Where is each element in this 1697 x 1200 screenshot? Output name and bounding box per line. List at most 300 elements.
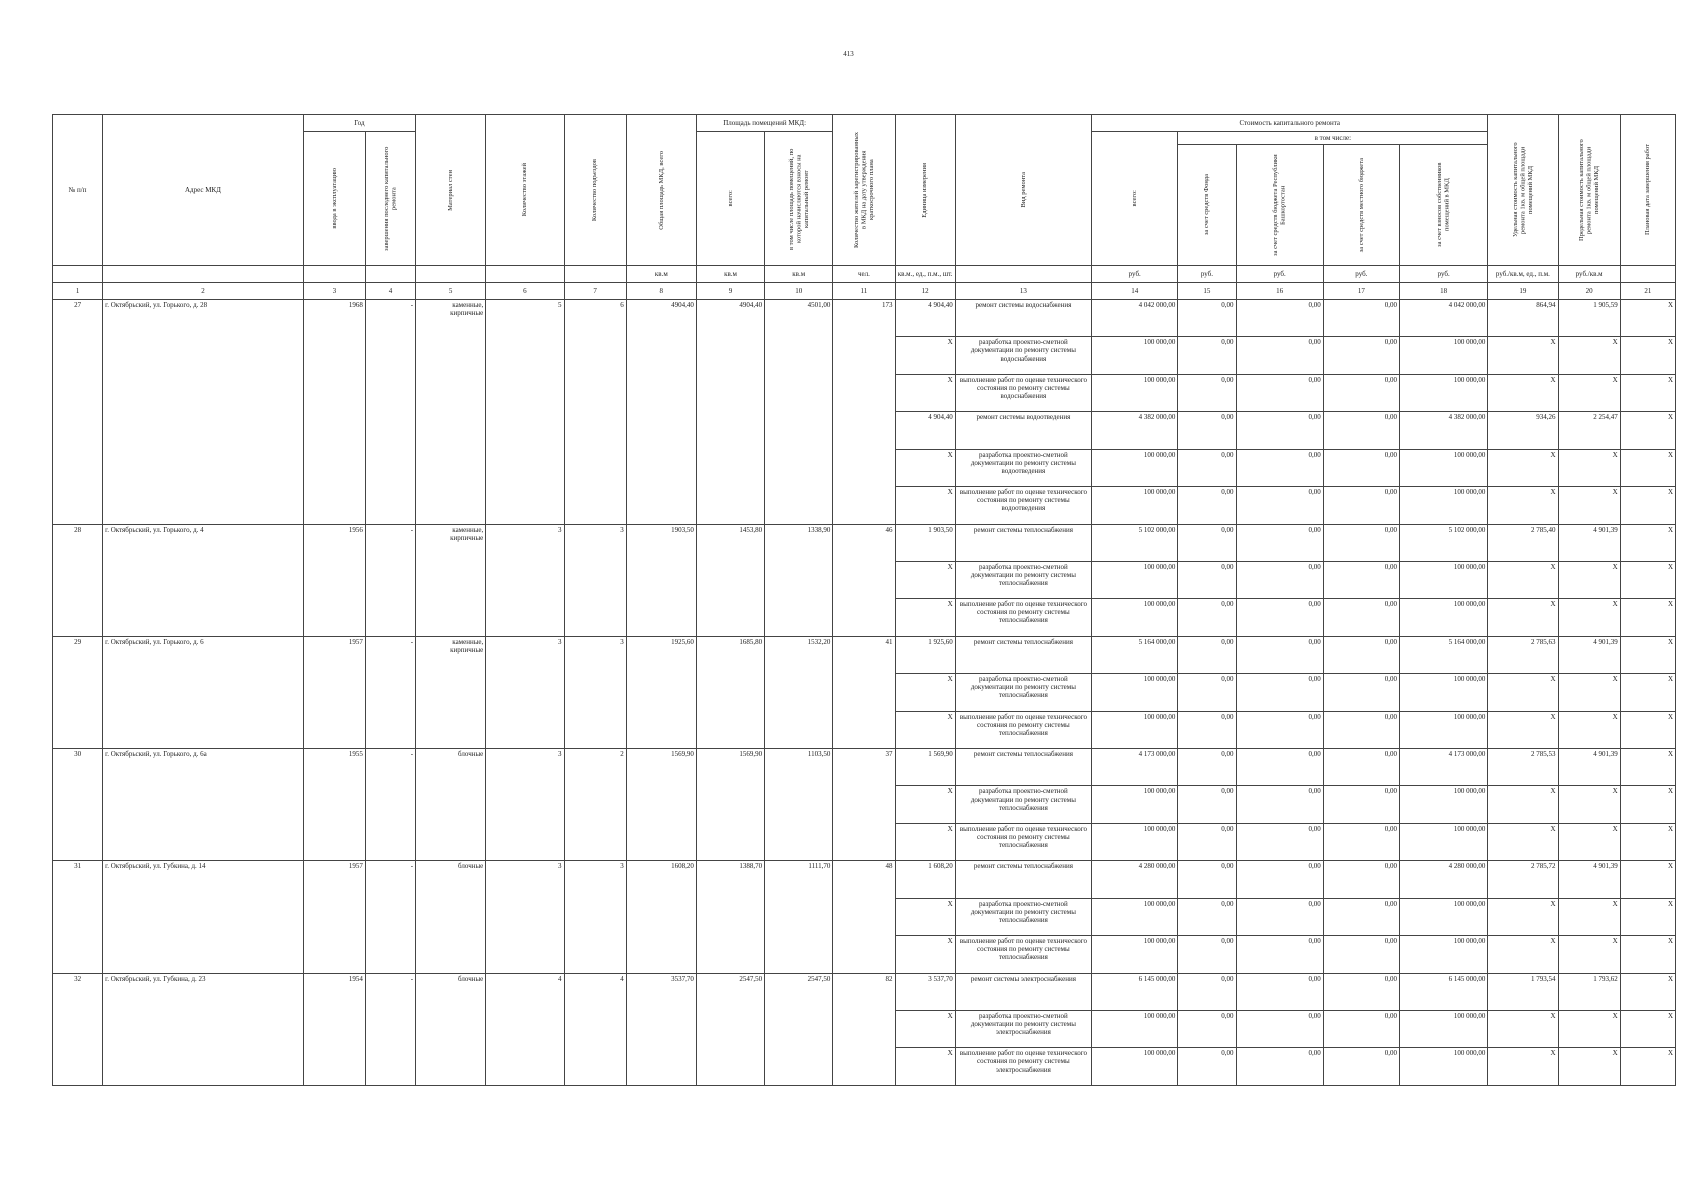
work-type: выполнение работ по оценке технического состояния по ремонту системы электроснабжения — [955, 1048, 1091, 1086]
cost-total: 100 000,00 — [1092, 898, 1178, 935]
floors-count: 5 — [486, 300, 564, 525]
cost-total: 4 280 000,00 — [1092, 861, 1178, 898]
specific-cost: X — [1488, 936, 1558, 973]
column-number: 6 — [486, 283, 564, 300]
deadline: X — [1620, 412, 1675, 449]
total-area: 4904,40 — [626, 300, 696, 525]
specific-cost: X — [1488, 337, 1558, 374]
residents-count: 37 — [833, 749, 895, 861]
cost-republic: 0,00 — [1236, 936, 1323, 973]
year-commissioned: 1957 — [303, 636, 365, 748]
wall-material: каменные, кирпичные — [416, 524, 486, 636]
unit-cell: руб. — [1092, 266, 1178, 283]
table-row — [53, 300, 1676, 337]
work-type: выполнение работ по оценке технического состояния по ремонту системы теплоснабжения — [955, 936, 1091, 973]
deadline: X — [1620, 374, 1675, 411]
cost-republic: 0,00 — [1236, 412, 1323, 449]
table-body — [53, 300, 1676, 1086]
table-row — [53, 524, 1676, 561]
cost-total: 100 000,00 — [1092, 1011, 1178, 1048]
column-number: 5 — [416, 283, 486, 300]
cost-local: 0,00 — [1323, 524, 1399, 561]
header-row-1 — [53, 115, 1676, 132]
building-address: г. Октябрьский, ул. Губкина, д. 14 — [103, 861, 304, 973]
max-cost: X — [1558, 449, 1620, 486]
column-number: 1 — [53, 283, 103, 300]
deadline: X — [1620, 898, 1675, 935]
work-unit: 4 904,40 — [895, 300, 955, 337]
header-incl: в том числе: — [1178, 132, 1488, 145]
work-type: ремонт системы теплоснабжения — [955, 636, 1091, 673]
cost-owners: 100 000,00 — [1399, 374, 1487, 411]
row-number: 29 — [53, 636, 103, 748]
header-specific-cost: Удельная стоимость капитального ремонта 1кв. м общей площади помещений МКД — [1488, 115, 1558, 266]
column-number: 4 — [365, 283, 415, 300]
cost-local: 0,00 — [1323, 936, 1399, 973]
cost-fund: 0,00 — [1178, 487, 1236, 524]
wall-material: блочные — [416, 749, 486, 861]
work-type: выполнение работ по оценке технического состояния по ремонту системы теплоснабжения — [955, 823, 1091, 860]
column-number: 8 — [626, 283, 696, 300]
premises-area: 1685,80 — [696, 636, 764, 748]
cost-owners: 100 000,00 — [1399, 337, 1487, 374]
work-type: ремонт системы водоотведения — [955, 412, 1091, 449]
cost-local: 0,00 — [1323, 674, 1399, 711]
column-number: 10 — [765, 283, 833, 300]
work-unit: X — [895, 337, 955, 374]
specific-cost: X — [1488, 1048, 1558, 1086]
max-cost: 1 905,59 — [1558, 300, 1620, 337]
unit-cell: руб./кв.м, ед., п.м. — [1488, 266, 1558, 283]
cost-republic: 0,00 — [1236, 561, 1323, 598]
cost-owners: 100 000,00 — [1399, 561, 1487, 598]
max-cost: X — [1558, 711, 1620, 748]
cost-fund: 0,00 — [1178, 337, 1236, 374]
work-unit: X — [895, 449, 955, 486]
work-type: ремонт системы теплоснабжения — [955, 861, 1091, 898]
cost-owners: 100 000,00 — [1399, 449, 1487, 486]
max-cost: 4 901,39 — [1558, 749, 1620, 786]
work-unit: 4 904,40 — [895, 412, 955, 449]
cost-total: 100 000,00 — [1092, 823, 1178, 860]
work-unit: X — [895, 711, 955, 748]
cost-fund: 0,00 — [1178, 300, 1236, 337]
column-number: 21 — [1620, 283, 1675, 300]
max-cost: X — [1558, 786, 1620, 823]
cost-owners: 4 280 000,00 — [1399, 861, 1487, 898]
cost-fund: 0,00 — [1178, 1048, 1236, 1086]
building-address: г. Октябрьский, ул. Горького, д. 6а — [103, 749, 304, 861]
max-cost: X — [1558, 374, 1620, 411]
premises-area: 1453,80 — [696, 524, 764, 636]
header-cost-fund: за счет средств Фонда — [1178, 145, 1236, 266]
unit-cell: кв.м — [696, 266, 764, 283]
specific-cost: X — [1488, 487, 1558, 524]
deadline: X — [1620, 561, 1675, 598]
premises-area: 4904,40 — [696, 300, 764, 525]
max-cost: X — [1558, 898, 1620, 935]
cost-local: 0,00 — [1323, 412, 1399, 449]
premises-area: 1388,70 — [696, 861, 764, 973]
cost-local: 0,00 — [1323, 487, 1399, 524]
work-unit: 1 569,90 — [895, 749, 955, 786]
header-cost-republic: за счет средств бюджета Республики Башкортостан — [1236, 145, 1323, 266]
premises-area: 1569,90 — [696, 749, 764, 861]
header-wall-material: Материал стен — [416, 115, 486, 266]
work-type: разработка проектно-сметной документации по ремонту системы теплоснабжения — [955, 898, 1091, 935]
cost-republic: 0,00 — [1236, 973, 1323, 1010]
cost-republic: 0,00 — [1236, 711, 1323, 748]
header-floors: Количество этажей — [486, 115, 564, 266]
cost-republic: 0,00 — [1236, 1011, 1323, 1048]
column-number: 18 — [1399, 283, 1487, 300]
fund-area: 1532,20 — [765, 636, 833, 748]
cost-local: 0,00 — [1323, 823, 1399, 860]
max-cost: X — [1558, 337, 1620, 374]
cost-fund: 0,00 — [1178, 374, 1236, 411]
cost-total: 5 102 000,00 — [1092, 524, 1178, 561]
fund-area: 1338,90 — [765, 524, 833, 636]
cost-local: 0,00 — [1323, 973, 1399, 1010]
header-year-commission: ввода в эксплуатацию — [303, 132, 365, 266]
total-area: 1903,50 — [626, 524, 696, 636]
work-unit: 1 925,60 — [895, 636, 955, 673]
cost-fund: 0,00 — [1178, 749, 1236, 786]
entrances-count: 2 — [564, 749, 626, 861]
header-cost-owners: за счет взносов собственников помещений в МКД — [1399, 145, 1487, 266]
cost-owners: 4 382 000,00 — [1399, 412, 1487, 449]
cost-republic: 0,00 — [1236, 449, 1323, 486]
cost-total: 5 164 000,00 — [1092, 636, 1178, 673]
cost-fund: 0,00 — [1178, 449, 1236, 486]
max-cost: X — [1558, 487, 1620, 524]
cost-republic: 0,00 — [1236, 861, 1323, 898]
cost-total: 100 000,00 — [1092, 449, 1178, 486]
fund-area: 4501,00 — [765, 300, 833, 525]
max-cost: 4 901,39 — [1558, 861, 1620, 898]
work-type: разработка проектно-сметной документации по ремонту системы водоотведения — [955, 449, 1091, 486]
max-cost: 1 793,62 — [1558, 973, 1620, 1010]
deadline: X — [1620, 524, 1675, 561]
unit-cell: кв.м — [765, 266, 833, 283]
column-number: 7 — [564, 283, 626, 300]
units-row — [53, 266, 1676, 283]
cost-fund: 0,00 — [1178, 898, 1236, 935]
cost-total: 4 173 000,00 — [1092, 749, 1178, 786]
page-number: 413 — [843, 50, 854, 58]
specific-cost: 934,26 — [1488, 412, 1558, 449]
cost-local: 0,00 — [1323, 749, 1399, 786]
unit-cell: руб. — [1178, 266, 1236, 283]
work-unit: X — [895, 936, 955, 973]
header-address: Адрес МКД — [103, 115, 304, 266]
header-cost-group: Стоимость капитального ремонта — [1092, 115, 1488, 132]
work-unit: X — [895, 561, 955, 598]
cost-total: 100 000,00 — [1092, 1048, 1178, 1086]
cost-fund: 0,00 — [1178, 599, 1236, 636]
year-commissioned: 1957 — [303, 861, 365, 973]
year-commissioned: 1968 — [303, 300, 365, 525]
cost-local: 0,00 — [1323, 1011, 1399, 1048]
total-area: 1925,60 — [626, 636, 696, 748]
cost-owners: 4 042 000,00 — [1399, 300, 1487, 337]
cost-total: 100 000,00 — [1092, 936, 1178, 973]
column-numbers-row — [53, 283, 1676, 300]
cost-total: 4 382 000,00 — [1092, 412, 1178, 449]
work-type: выполнение работ по оценке технического состояния по ремонту системы теплоснабжения — [955, 711, 1091, 748]
specific-cost: 2 785,40 — [1488, 524, 1558, 561]
building-address: г. Октябрьский, ул. Губкина, д. 23 — [103, 973, 304, 1085]
entrances-count: 4 — [564, 973, 626, 1085]
table-row — [53, 749, 1676, 786]
specific-cost: X — [1488, 599, 1558, 636]
specific-cost: X — [1488, 1011, 1558, 1048]
deadline: X — [1620, 861, 1675, 898]
column-number: 20 — [1558, 283, 1620, 300]
table-row — [53, 973, 1676, 1010]
fund-area: 1103,50 — [765, 749, 833, 861]
year-commissioned: 1956 — [303, 524, 365, 636]
year-last-repair: - — [365, 749, 415, 861]
table-row — [53, 861, 1676, 898]
year-commissioned: 1954 — [303, 973, 365, 1085]
column-number: 14 — [1092, 283, 1178, 300]
floors-count: 3 — [486, 524, 564, 636]
work-unit: 1 608,20 — [895, 861, 955, 898]
work-type: ремонт системы электроснабжения — [955, 973, 1091, 1010]
cost-local: 0,00 — [1323, 599, 1399, 636]
cost-republic: 0,00 — [1236, 300, 1323, 337]
specific-cost: X — [1488, 561, 1558, 598]
max-cost: X — [1558, 936, 1620, 973]
specific-cost: X — [1488, 711, 1558, 748]
cost-republic: 0,00 — [1236, 674, 1323, 711]
cost-republic: 0,00 — [1236, 524, 1323, 561]
entrances-count: 3 — [564, 524, 626, 636]
cost-fund: 0,00 — [1178, 1011, 1236, 1048]
cost-fund: 0,00 — [1178, 861, 1236, 898]
cost-local: 0,00 — [1323, 374, 1399, 411]
residents-count: 173 — [833, 300, 895, 525]
cost-fund: 0,00 — [1178, 524, 1236, 561]
total-area: 1569,90 — [626, 749, 696, 861]
cost-owners: 5 102 000,00 — [1399, 524, 1487, 561]
max-cost: X — [1558, 674, 1620, 711]
cost-republic: 0,00 — [1236, 599, 1323, 636]
cost-republic: 0,00 — [1236, 898, 1323, 935]
max-cost: 2 254,47 — [1558, 412, 1620, 449]
specific-cost: X — [1488, 786, 1558, 823]
unit-cell: руб. — [1399, 266, 1487, 283]
work-type: разработка проектно-сметной документации по ремонту системы водоснабжения — [955, 337, 1091, 374]
work-unit: X — [895, 674, 955, 711]
specific-cost: X — [1488, 823, 1558, 860]
deadline: X — [1620, 711, 1675, 748]
building-address: г. Октябрьский, ул. Горького, д. 28 — [103, 300, 304, 525]
max-cost: X — [1558, 1048, 1620, 1086]
unit-cell: кв.м — [626, 266, 696, 283]
building-address: г. Октябрьский, ул. Горького, д. 4 — [103, 524, 304, 636]
header-unit: Единица измерения — [895, 115, 955, 266]
specific-cost: X — [1488, 674, 1558, 711]
cost-total: 100 000,00 — [1092, 487, 1178, 524]
work-unit: X — [895, 374, 955, 411]
work-unit: X — [895, 599, 955, 636]
residents-count: 41 — [833, 636, 895, 748]
cost-fund: 0,00 — [1178, 636, 1236, 673]
cost-total: 4 042 000,00 — [1092, 300, 1178, 337]
floors-count: 4 — [486, 973, 564, 1085]
cost-local: 0,00 — [1323, 786, 1399, 823]
column-number: 13 — [955, 283, 1091, 300]
year-last-repair: - — [365, 861, 415, 973]
floors-count: 3 — [486, 636, 564, 748]
header-premises-fund: в том числе площадь помещений, по которой начисляются взносы на капитальный ремонт — [765, 132, 833, 266]
header-deadline: Плановая дата завершения работ — [1620, 115, 1675, 266]
entrances-count: 6 — [564, 300, 626, 525]
header-max-cost: Предельная стоимость капитального ремонта 1кв. м общей площади помещений МКД — [1558, 115, 1620, 266]
column-number: 9 — [696, 283, 764, 300]
deadline: X — [1620, 337, 1675, 374]
year-last-repair: - — [365, 973, 415, 1085]
cost-fund: 0,00 — [1178, 973, 1236, 1010]
cost-owners: 100 000,00 — [1399, 487, 1487, 524]
header-cost-local: за счет средств местного бюджета — [1323, 145, 1399, 266]
unit-cell: руб./кв.м — [1558, 266, 1620, 283]
cost-owners: 100 000,00 — [1399, 1011, 1487, 1048]
capital-repair-table — [52, 114, 1676, 1086]
cost-owners: 5 164 000,00 — [1399, 636, 1487, 673]
deadline: X — [1620, 936, 1675, 973]
cost-total: 100 000,00 — [1092, 599, 1178, 636]
row-number: 28 — [53, 524, 103, 636]
max-cost: 4 901,39 — [1558, 636, 1620, 673]
specific-cost: X — [1488, 374, 1558, 411]
cost-owners: 100 000,00 — [1399, 1048, 1487, 1086]
wall-material: каменные, кирпичные — [416, 636, 486, 748]
max-cost: X — [1558, 561, 1620, 598]
work-type: разработка проектно-сметной документации по ремонту системы электроснабжения — [955, 1011, 1091, 1048]
cost-total: 6 145 000,00 — [1092, 973, 1178, 1010]
column-number: 12 — [895, 283, 955, 300]
work-unit: X — [895, 823, 955, 860]
work-type: ремонт системы водоснабжения — [955, 300, 1091, 337]
specific-cost: X — [1488, 898, 1558, 935]
cost-total: 100 000,00 — [1092, 374, 1178, 411]
cost-owners: 100 000,00 — [1399, 936, 1487, 973]
work-unit: 1 903,50 — [895, 524, 955, 561]
cost-local: 0,00 — [1323, 449, 1399, 486]
row-number: 27 — [53, 300, 103, 525]
cost-republic: 0,00 — [1236, 1048, 1323, 1086]
column-number: 19 — [1488, 283, 1558, 300]
work-unit: X — [895, 1048, 955, 1086]
cost-local: 0,00 — [1323, 898, 1399, 935]
building-address: г. Октябрьский, ул. Горького, д. 6 — [103, 636, 304, 748]
total-area: 1608,20 — [626, 861, 696, 973]
cost-fund: 0,00 — [1178, 561, 1236, 598]
cost-fund: 0,00 — [1178, 674, 1236, 711]
max-cost: X — [1558, 823, 1620, 860]
deadline: X — [1620, 599, 1675, 636]
cost-local: 0,00 — [1323, 337, 1399, 374]
year-last-repair: - — [365, 524, 415, 636]
cost-local: 0,00 — [1323, 561, 1399, 598]
cost-fund: 0,00 — [1178, 786, 1236, 823]
wall-material: каменные, кирпичные — [416, 300, 486, 525]
cost-local: 0,00 — [1323, 300, 1399, 337]
work-type: разработка проектно-сметной документации по ремонту системы теплоснабжения — [955, 674, 1091, 711]
cost-fund: 0,00 — [1178, 412, 1236, 449]
deadline: X — [1620, 823, 1675, 860]
cost-total: 100 000,00 — [1092, 786, 1178, 823]
year-commissioned: 1955 — [303, 749, 365, 861]
cost-republic: 0,00 — [1236, 786, 1323, 823]
deadline: X — [1620, 973, 1675, 1010]
max-cost: X — [1558, 1011, 1620, 1048]
deadline: X — [1620, 449, 1675, 486]
deadline: X — [1620, 674, 1675, 711]
row-number: 31 — [53, 861, 103, 973]
header-premises-total: всего: — [696, 132, 764, 266]
cost-republic: 0,00 — [1236, 487, 1323, 524]
column-number: 2 — [103, 283, 304, 300]
header-no: № п/п — [53, 115, 103, 266]
header-cost-total: всего: — [1092, 132, 1178, 266]
floors-count: 3 — [486, 861, 564, 973]
cost-fund: 0,00 — [1178, 711, 1236, 748]
deadline: X — [1620, 487, 1675, 524]
cost-total: 100 000,00 — [1092, 337, 1178, 374]
work-type: ремонт системы теплоснабжения — [955, 749, 1091, 786]
deadline: X — [1620, 749, 1675, 786]
header-year-last-repair: завершения последнего капитального ремонта — [365, 132, 415, 266]
work-unit: 3 537,70 — [895, 973, 955, 1010]
cost-owners: 100 000,00 — [1399, 786, 1487, 823]
entrances-count: 3 — [564, 861, 626, 973]
max-cost: 4 901,39 — [1558, 524, 1620, 561]
cost-owners: 100 000,00 — [1399, 711, 1487, 748]
work-type: разработка проектно-сметной документации по ремонту системы теплоснабжения — [955, 786, 1091, 823]
specific-cost: X — [1488, 449, 1558, 486]
wall-material: блочные — [416, 861, 486, 973]
specific-cost: 1 793,54 — [1488, 973, 1558, 1010]
cost-republic: 0,00 — [1236, 823, 1323, 860]
deadline: X — [1620, 300, 1675, 337]
cost-local: 0,00 — [1323, 636, 1399, 673]
unit-cell: кв.м., ед., п.м., шт. — [895, 266, 955, 283]
cost-total: 100 000,00 — [1092, 561, 1178, 598]
cost-republic: 0,00 — [1236, 749, 1323, 786]
header-total-area: Общая площадь МКД, всего — [626, 115, 696, 266]
work-unit: X — [895, 786, 955, 823]
unit-cell: руб. — [1323, 266, 1399, 283]
work-unit: X — [895, 487, 955, 524]
work-unit: X — [895, 898, 955, 935]
wall-material: блочные — [416, 973, 486, 1085]
cost-local: 0,00 — [1323, 711, 1399, 748]
residents-count: 48 — [833, 861, 895, 973]
work-type: выполнение работ по оценке технического состояния по ремонту системы водоснабжения — [955, 374, 1091, 411]
cost-owners: 100 000,00 — [1399, 823, 1487, 860]
residents-count: 82 — [833, 973, 895, 1085]
header-year-group: Год — [303, 115, 415, 132]
cost-owners: 6 145 000,00 — [1399, 973, 1487, 1010]
fund-area: 2547,50 — [765, 973, 833, 1085]
cost-republic: 0,00 — [1236, 636, 1323, 673]
column-number: 3 — [303, 283, 365, 300]
table-row — [53, 636, 1676, 673]
